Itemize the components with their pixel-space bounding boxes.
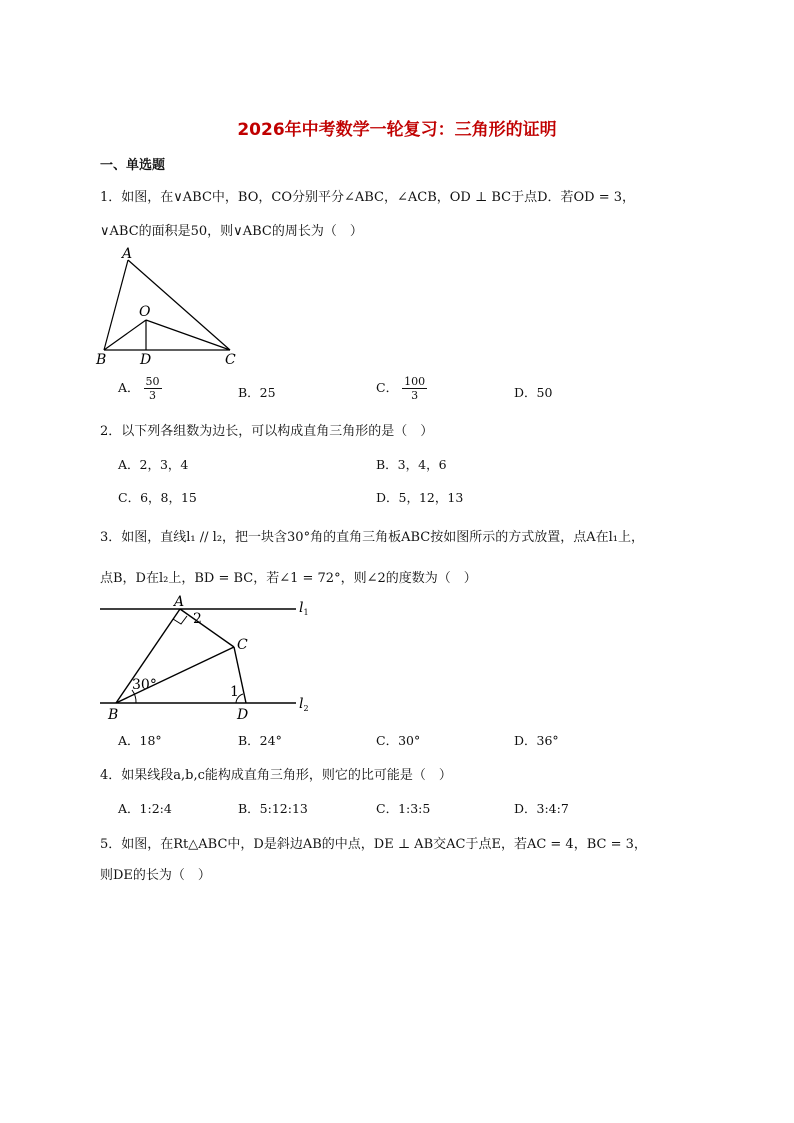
q4-option-d[interactable]: D．3:4:7 — [514, 801, 569, 816]
section-heading: 一、单选题 — [100, 158, 166, 173]
q3-option-c[interactable]: C．30° — [376, 733, 421, 748]
q3-label-c: C — [237, 637, 248, 653]
q3-option-b[interactable]: B．24° — [238, 733, 282, 748]
q3-text-line1: 3．如图，直线l₁ // l₂，把一块含30°角的直角三角板ABC按如图所示的方式放置，点A在l₁上， — [100, 530, 644, 545]
q4-option-b[interactable]: B．5:12:13 — [238, 801, 308, 816]
q1-label-o: O — [139, 304, 151, 320]
fraction — [144, 375, 162, 402]
page-title: 2026年中考数学一轮复习：三角形的证明 — [237, 120, 557, 140]
numerator: 50 — [145, 375, 160, 388]
q2-option-c[interactable]: C．6，8，15 — [118, 490, 197, 505]
q2-option-b[interactable]: B．3，4，6 — [376, 457, 447, 472]
l2-subscript: 2 — [303, 704, 309, 713]
denominator: 3 — [411, 389, 419, 402]
l1-subscript: 1 — [303, 608, 309, 617]
q3-label-angle2: 2 — [193, 611, 202, 627]
q1-text-line1: 1．如图，在∨ABC中，BO，CO分别平分∠ABC，∠ACB，OD ⊥ BC于点D．若OD = 3， — [100, 190, 636, 205]
q1-label-a: A — [122, 246, 133, 262]
q2-text: 2．以下列各组数为边长，可以构成直角三角形的是（ ） — [100, 424, 434, 439]
l1-letter: l — [299, 600, 304, 616]
q1-option-d[interactable]: D．50 — [514, 385, 553, 400]
q1-text-line2: ∨ABC的面积是50，则∨ABC的周长为（ ） — [100, 224, 363, 239]
q1-option-b[interactable]: B．25 — [238, 385, 276, 400]
q3-option-a[interactable]: A．18° — [118, 733, 162, 748]
q3-label-d: D — [237, 707, 249, 723]
q4-option-c[interactable]: C．1:3:5 — [376, 801, 431, 816]
q1-label-b: B — [96, 352, 107, 368]
q5-text-line2: 则DE的长为（ ） — [100, 868, 211, 883]
q3-label-a: A — [174, 594, 185, 610]
q4-option-a[interactable]: A．1:2:4 — [118, 801, 172, 816]
q1-label-c: C — [225, 352, 236, 368]
denominator: 3 — [149, 389, 157, 402]
q3-label-angle30: 30° — [132, 677, 157, 693]
q3-option-d[interactable]: D．36° — [514, 733, 559, 748]
fraction — [402, 375, 427, 402]
q2-option-a[interactable]: A．2，3，4 — [118, 457, 189, 472]
q1-option-c[interactable] — [376, 375, 427, 402]
l2-letter: l — [299, 696, 304, 712]
q3-label-l1 — [299, 600, 309, 617]
q3-figure — [96, 594, 326, 724]
q4-text: 4．如果线段a,b,c能构成直角三角形，则它的比可能是（ ） — [100, 768, 452, 783]
q1-option-a-label: A． — [118, 380, 140, 395]
numerator: 100 — [404, 375, 426, 388]
q3-label-b: B — [108, 707, 119, 723]
q3-label-l2 — [299, 696, 309, 713]
q1-option-a[interactable] — [118, 375, 162, 402]
q1-figure — [92, 246, 252, 366]
q3-text-line2: 点B，D在l₂上，BD = BC，若∠1 = 72°，则∠2的度数为（ ） — [100, 571, 477, 586]
q5-text-line1: 5．如图，在Rt△ABC中，D是斜边AB的中点，DE ⊥ AB交AC于点E，若AC = 4，BC = 3， — [100, 837, 647, 852]
q1-option-c-label: C． — [376, 380, 399, 395]
q3-label-angle1: 1 — [230, 684, 239, 700]
q2-option-d[interactable]: D．5，12，13 — [376, 490, 464, 505]
q1-label-d: D — [140, 352, 152, 368]
